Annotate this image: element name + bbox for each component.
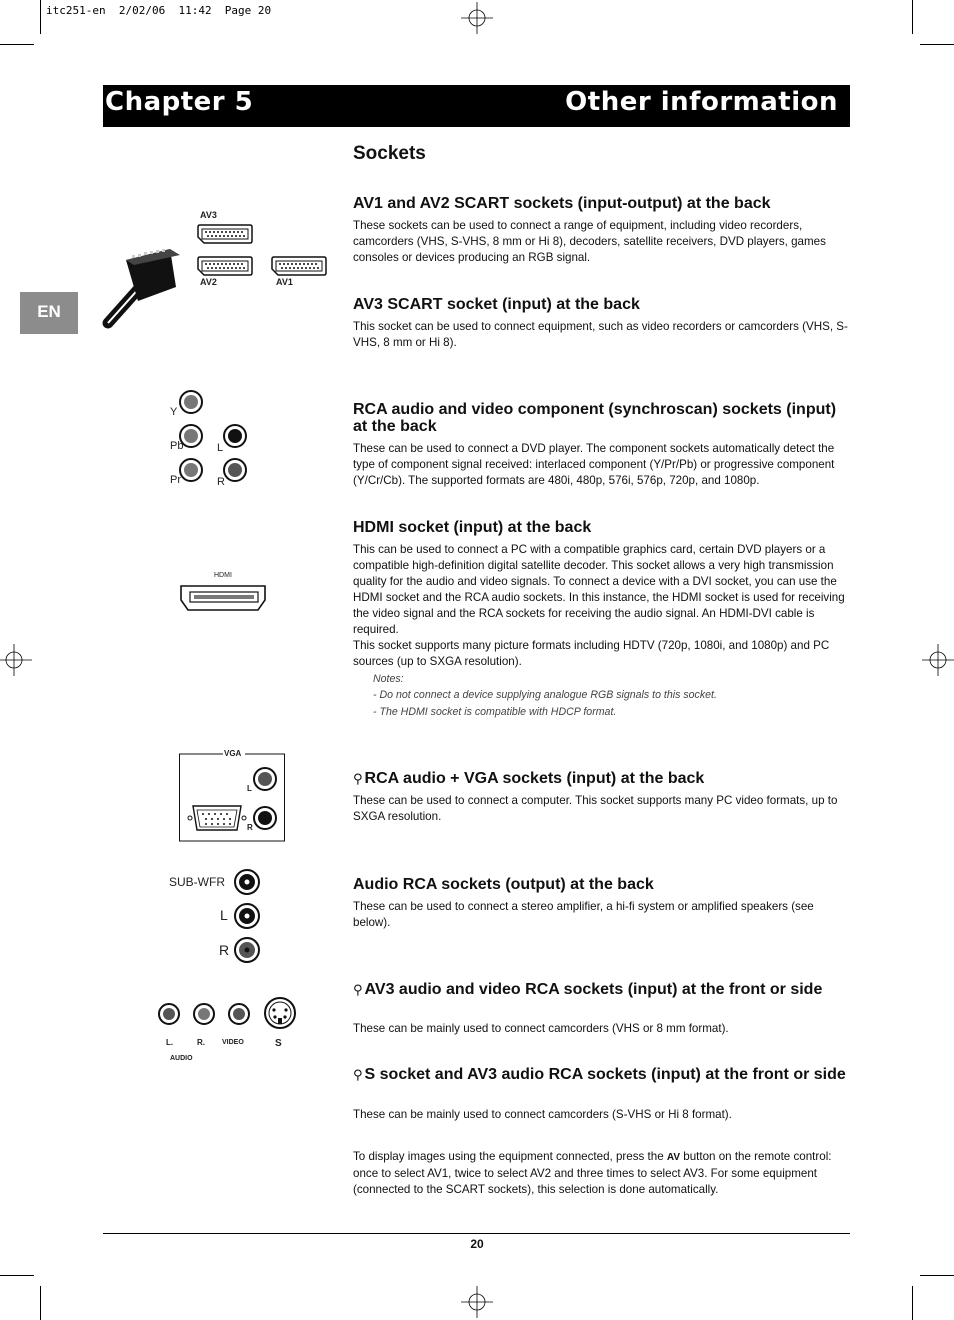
vga-r-label: R [247, 823, 253, 832]
heading-text: S socket and AV3 audio RCA sockets (input) at the front or side [364, 1066, 846, 1083]
heading-text: AV3 audio and video RCA sockets (input) at the front or side [364, 981, 823, 998]
crop-mark [920, 1275, 954, 1276]
crop-mark [912, 1286, 913, 1320]
vga-figure [179, 748, 285, 842]
rca-socket-icon [159, 1004, 179, 1024]
l-label: L [217, 442, 224, 454]
av3-label: AV3 [200, 210, 217, 220]
scart-socket-icon [198, 225, 252, 243]
section-body: These can be used to connect a DVD player. The component sockets automatically detect the type of component signal received: interlaced component (Y/Pr/Pb) or progressive component (Y/Cr/Cb). The supported formats are 480i, 480p, 576i, 576p, 720p, and 1080p. [353, 442, 835, 487]
rca-socket-icon [224, 425, 246, 447]
section-heading: Audio RCA sockets (output) at the back [353, 876, 654, 893]
rca-socket-icon [224, 459, 246, 481]
crop-mark [40, 1286, 41, 1320]
section-heading [353, 1066, 848, 1083]
note-item: - The HDMI socket is compatible with HDCP format. [373, 705, 617, 718]
pr-label: Pr [170, 474, 181, 486]
vga-l-label: L [247, 784, 252, 793]
sub-wfr-label: SUB-WFR [169, 875, 225, 889]
front-av-figure [154, 996, 300, 1068]
crop-mark [0, 1275, 34, 1276]
front-audio-label: AUDIO [170, 1055, 193, 1062]
plug-icon: ⚲ [353, 1067, 363, 1082]
section-heading: AV3 SCART socket (input) at the back [353, 296, 640, 313]
av2-label: AV2 [200, 277, 217, 287]
rca-socket-icon [180, 459, 202, 481]
rca-socket-icon [229, 1004, 249, 1024]
registration-mark [0, 644, 32, 676]
notes [373, 671, 843, 720]
rca-socket-icon [194, 1004, 214, 1024]
s-video-socket-icon [265, 998, 295, 1028]
rca-socket-icon [180, 391, 202, 413]
rca-socket-icon [235, 870, 259, 894]
print-slug: itc251-en 2/02/06 11:42 Page 20 [46, 4, 272, 17]
section-body: These sockets can be used to connect a range of equipment, including video recorders, camcorders (VHS, S-VHS, 8 mm or Hi 8), decoders, satellite receivers, DVD players, games consoles or devices producing an RGB signal. [353, 219, 826, 264]
front-l-label: L. [166, 1038, 174, 1047]
scart-illustration [100, 205, 340, 330]
front-r-label: R. [197, 1038, 205, 1047]
crop-mark [40, 0, 41, 34]
section-body: This can be used to connect a PC with a compatible graphics card, certain DVD players or a compatible high-definition digital satellite decoder. This socket allows a very high transmission quality for the audio and video signals. To connect a device with a DVI socket, you can use the HDMI socket and the RCA audio sockets. In this instance, the HDMI socket is used for receiving the video signal and the RCA sockets for receiving the audio signal. An HDMI-DVI cable is required. [353, 543, 845, 636]
closing-paragraph: To display images using the equipment connected, press the AV button on the remote control: once to select AV1, twice to select AV2 and three times to select AV3. For some equipment (connected to the SCART sockets), this selection is done automatically. [353, 1150, 832, 1196]
rca-socket-icon [235, 938, 259, 962]
section-body: These can be used to connect a computer. This socket supports many PC video formats, up to SXGA resolution. [353, 794, 838, 823]
language-tab: EN [20, 292, 78, 334]
registration-mark [461, 2, 493, 34]
section-body: These can be used to connect a stereo amplifier, a hi-fi system or amplified speakers (see below). [353, 900, 814, 929]
section-heading: AV1 and AV2 SCART sockets (input-output) at the back [353, 195, 771, 212]
y-label: Y [170, 406, 178, 418]
audio-out-figure [166, 866, 266, 966]
section-heading: RCA audio and video component (synchroscan) sockets (input) at the back [353, 401, 837, 435]
scart-figure [100, 205, 340, 330]
section-heading [353, 770, 848, 787]
hdmi-figure [178, 572, 270, 614]
scart-socket-icon [198, 257, 252, 275]
crop-mark [920, 44, 954, 45]
audio-l-label: L [220, 907, 228, 923]
note-item: - Do not connect a device supplying analogue RGB signals to this socket. [373, 689, 717, 702]
scart-socket-icon [272, 257, 326, 275]
chapter-header [103, 85, 850, 127]
registration-mark [922, 644, 954, 676]
section-body: These can be mainly used to connect camcorders (S-VHS or Hi 8 format). [353, 1108, 732, 1121]
footer-rule [103, 1233, 850, 1234]
av-key: AV [666, 1152, 681, 1163]
section-heading: HDMI socket (input) at the back [353, 519, 592, 536]
pb-label: Pb [170, 440, 184, 452]
front-s-label: S [275, 1038, 282, 1049]
hdmi-label: HDMI [214, 572, 232, 579]
vga-socket-icon [188, 806, 246, 830]
section-body: This socket supports many picture formats including HDTV (720p, 1080i, and 1080p) and PC sources (up to SXGA resolution). [353, 639, 830, 668]
section-body: This socket can be used to connect equipment, such as video recorders or camcorders (VHS, S-VHS, 8 mm or Hi 8). [353, 320, 848, 349]
rca-socket-icon [254, 807, 276, 829]
crop-mark [0, 44, 34, 45]
registration-mark [461, 1286, 493, 1318]
notes-title: Notes: [373, 673, 404, 685]
section-title: Sockets [353, 143, 426, 164]
audio-r-label: R [219, 942, 230, 958]
crop-mark [912, 0, 913, 34]
chapter-title: Other information [565, 87, 838, 117]
rca-socket-icon [235, 904, 259, 928]
hdmi-socket-icon [178, 582, 270, 614]
page-number: 20 [470, 1237, 484, 1251]
av1-label: AV1 [276, 277, 293, 287]
chapter-label: Chapter 5 [105, 87, 254, 117]
r-label: R [217, 476, 225, 488]
scart-plug-icon [108, 249, 180, 323]
rca-socket-icon [254, 768, 276, 790]
section-heading [353, 981, 848, 998]
component-figure [165, 388, 255, 488]
plug-icon: ⚲ [353, 771, 363, 786]
section-body: These can be mainly used to connect camcorders (VHS or 8 mm format). [353, 1022, 729, 1035]
heading-text: RCA audio + VGA sockets (input) at the back [364, 770, 705, 787]
plug-icon: ⚲ [353, 982, 363, 997]
front-video-label: VIDEO [222, 1039, 244, 1046]
vga-label: VGA [224, 749, 242, 758]
